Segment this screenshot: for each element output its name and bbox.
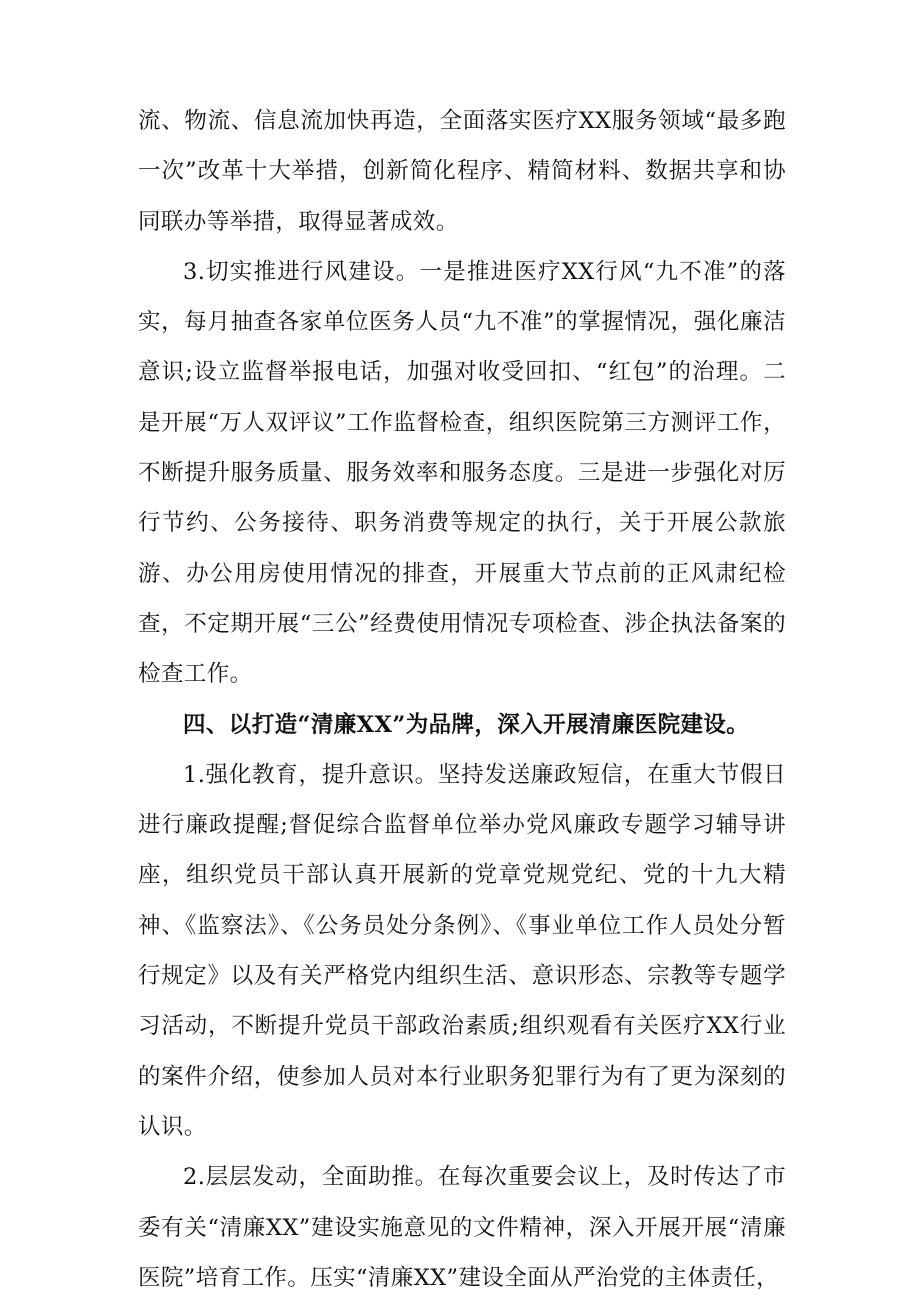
paragraph-item-3: 3.切实推进行风建设。一是推进医疗XX行风“九不准”的落实，每月抽查各家单位医务人员“九不准”的掌握情况，强化廉洁意识;设立监督举报电话，加强对收受回扣、“红包”的治理。二是开展“万人双评议”工作监督检查，组织医院第三方测评工作，不断提升服务质量、服务效率和服务态度。三是进一步强化对厉行节约、公务接待、职务消费等规定的执行，关于开展公款旅游、办公用房使用情况的排查，开展重大节点前的正风肃纪检查，不定期开展“三公”经费使用情况专项检查、涉企执法备案的检查工作。 [138,258,786,688]
paragraph-item-4-1: 1.强化教育，提升意识。坚持发送廉政短信，在重大节假日进行廉政提醒;督促综合监督单位举办党风廉政专题学习辅导讲座，组织党员干部认真开展新的党章党规党纪、党的十九大精神、《监察法》、《公务员处分条例》、《事业单位工作人员处分暂行规定》以及有关严格党内组织生活、意识形态、宗教等专题学习活动，不断提升党员干部政治素质;组织观看有关医疗XX行业的案件介绍，使参加人员对本行业职务犯罪行为有了更为深刻的认识。 [138,761,786,1140]
document-body [138,96,786,1303]
paragraph-continuation: 流、物流、信息流加快再造，全面落实医疗XX服务领域“最多跑一次”改革十大举措，创新简化程序、精简材料、数据共享和协同联办等举措，取得显著成效。 [138,108,786,235]
paragraph-item-4-2: 2.层层发动，全面助推。在每次重要会议上，及时传达了市委有关“清廉XX”建设实施意见的文件精神，深入开展开展“清廉医院”培育工作。压实“清廉XX”建设全面从严治党的主体责任， [138,1164,786,1291]
section-heading-4: 四、以打造“清廉XX”为品牌，深入开展清廉医院建设。 [183,711,750,738]
